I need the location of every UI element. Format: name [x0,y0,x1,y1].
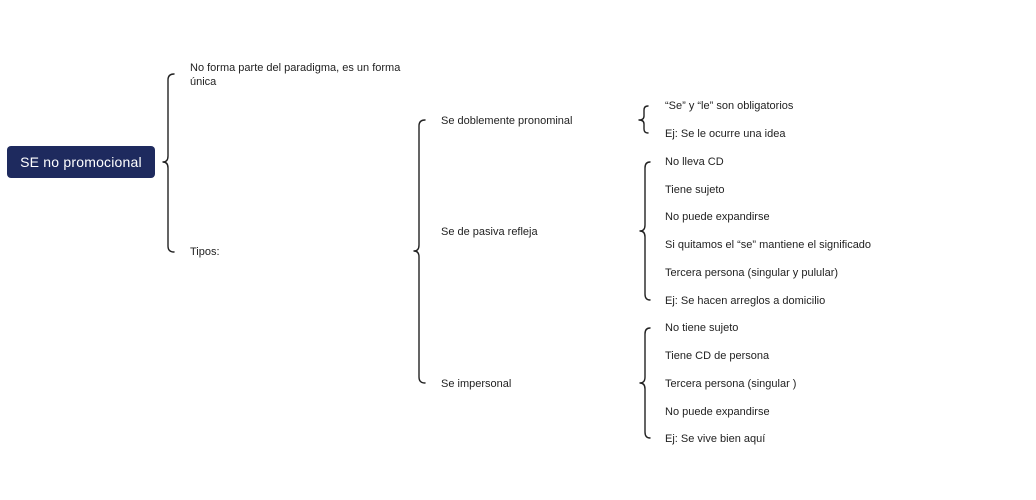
root-node[interactable] [7,146,155,178]
detail-item[interactable]: No tiene sujeto [665,322,739,334]
detail-item[interactable]: Ej: Se hacen arreglos a domicilio [665,295,826,307]
root-label: SE no promocional [20,154,142,170]
detail-item[interactable]: No lleva CD [665,156,724,168]
node-se-doblemente-pronominal[interactable]: Se doblemente pronominal [441,115,573,127]
detail-item[interactable]: Si quitamos el “se” mantiene el significado [665,239,872,251]
detail-item[interactable]: “Se” y “le” son obligatorios [665,100,794,112]
node-se-impersonal[interactable]: Se impersonal [441,378,512,390]
detail-item[interactable]: No puede expandirse [665,406,770,418]
brace-impersonal [640,328,650,438]
detail-item[interactable]: Ej: Se vive bien aquí [665,433,766,445]
detail-item[interactable]: No puede expandirse [665,211,770,223]
detail-item[interactable]: Tiene sujeto [665,184,725,196]
detail-item[interactable]: Ej: Se le ocurre una idea [665,128,786,140]
node-tipos[interactable]: Tipos: [190,246,220,258]
brace-pasiva [640,162,650,300]
detail-item[interactable]: Tiene CD de persona [665,350,770,362]
detail-item[interactable]: Tercera persona (singular ) [665,378,797,390]
node-se-pasiva-refleja[interactable]: Se de pasiva refleja [441,226,538,238]
detail-item[interactable]: Tercera persona (singular y pulular) [665,267,839,279]
brace-root [163,74,174,252]
node-no-paradigma[interactable]: No forma parte del paradigma, es un forma única [190,62,401,88]
brace-tipos [414,120,425,383]
brace-doblemente [639,106,648,133]
